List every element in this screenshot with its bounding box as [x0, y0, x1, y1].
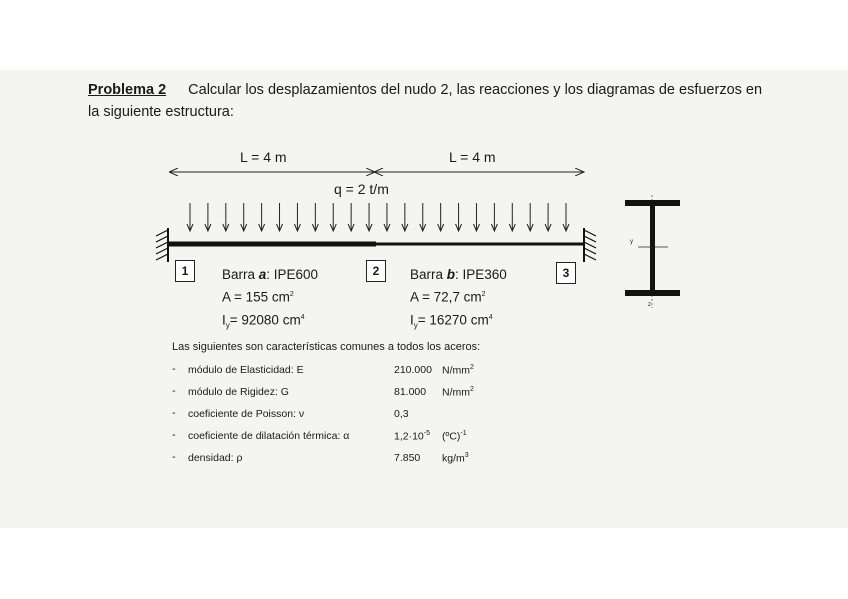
bar-a-info — [222, 265, 318, 336]
bar-b-info — [410, 265, 507, 336]
property-value-poisson: 0,3 — [394, 408, 409, 420]
fixed-support-right-icon — [584, 228, 596, 262]
property-unit-thermal: (ºC)$^{-1}$ — [442, 430, 467, 443]
property-name-thermal: coeficiente de dilatación térmica: α — [188, 430, 350, 442]
bar-a-area: A = 155 $cm^2$ — [222, 289, 294, 305]
dimension-right-label: L = 4 m — [449, 149, 496, 165]
property-unit-g: $N/mm^2$ — [442, 386, 474, 399]
property-name-density: densidad: ρ — [188, 452, 243, 464]
bullet-dash: - — [172, 451, 176, 463]
property-value-g: 81.000 — [394, 386, 427, 398]
section-axis-y-label: y — [630, 239, 633, 245]
bar-a-inertia: $I_y= 92080$ $cm^4$ — [222, 312, 305, 330]
bullet-dash: - — [172, 363, 176, 375]
bar-b-title: Barra b: IPE360 — [410, 267, 507, 282]
property-unit-e: $N/mm^2$ — [442, 364, 474, 377]
node-1: 1 — [175, 260, 195, 282]
property-unit-density: $kg/m^3$ — [442, 452, 469, 465]
fixed-support-left-icon — [156, 228, 168, 262]
property-name-g: módulo de Rigidez: G — [188, 386, 289, 398]
section-axis-z-label: z — [648, 302, 651, 308]
node-3: 3 — [556, 262, 576, 284]
property-value-thermal: $1,2\cdot 10^{-5}$ — [394, 430, 431, 443]
node-2: 2 — [366, 260, 386, 282]
bullet-dash: - — [172, 407, 176, 419]
property-name-poisson: coeficiente de Poisson: ν — [188, 408, 305, 420]
bullet-dash: - — [172, 385, 176, 397]
distributed-load-arrows — [187, 203, 569, 231]
problem-statement-line1: Calcular los desplazamientos del nudo 2, las reacciones y los diagramas de esfuerzos en — [188, 82, 763, 98]
problem-label: Problema 2 — [88, 82, 167, 98]
bar-b-area: A = 72,7 $cm^2$ — [410, 289, 486, 305]
bar-a-title: Barra a: IPE600 — [222, 267, 319, 282]
i-section-icon — [625, 195, 680, 308]
load-label: q = 2 t/m — [334, 181, 389, 197]
bar-b-inertia: $I_y= 16270$ $cm^4$ — [410, 312, 493, 330]
property-name-e: módulo de Elasticidad: E — [188, 364, 304, 376]
properties-intro: Las siguientes son características comunes a todos los aceros: — [172, 341, 481, 353]
property-value-e: 210.000 — [394, 364, 432, 376]
bullet-dash: - — [172, 429, 176, 441]
problem-statement-line2: la siguiente estructura: — [88, 104, 234, 120]
property-value-density: 7.850 — [394, 452, 421, 464]
dimension-left-label: L = 4 m — [240, 149, 287, 165]
